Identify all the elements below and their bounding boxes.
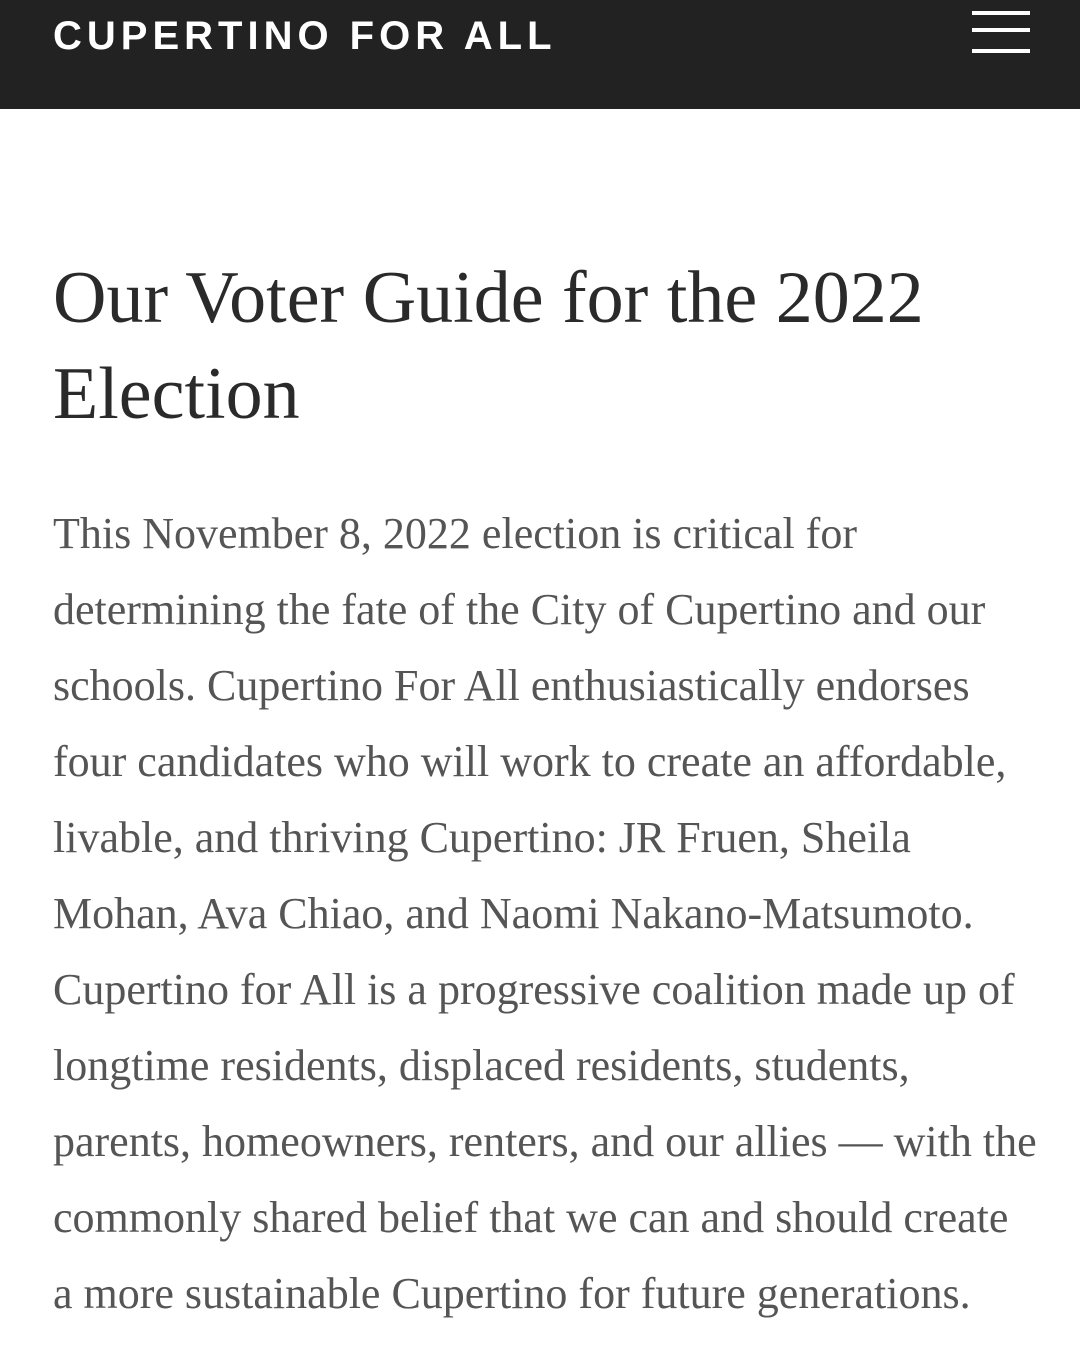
- page-title: Our Voter Guide for the 2022 Election: [53, 257, 924, 435]
- menu-icon-bar: [972, 28, 1030, 32]
- site-header: [0, 0, 1080, 109]
- menu-icon-bar: [972, 49, 1030, 53]
- article: [53, 250, 1043, 1332]
- article-body: This November 8, 2022 election is critical for determining the fate of the City of Cupertino and our schools. Cupertino For All enthusiastically endorses four candidates who will work to create an affordable, livable, and thriving Cupertino: JR Fruen, Sheila Mohan, Ava Chiao, and Naomi Nakano-Matsumoto. Cupertino for All is a progressive coalition made up of longtime residents, displaced residents, students, parents, homeowners, renters, and our allies — with the commonly shared belief that we can and should create a more sustainable Cupertino for future generations.: [53, 509, 1037, 1318]
- menu-button[interactable]: [968, 8, 1032, 58]
- site-title-link[interactable]: CUPERTINO FOR ALL: [53, 14, 557, 58]
- menu-icon-bar: [972, 11, 1030, 15]
